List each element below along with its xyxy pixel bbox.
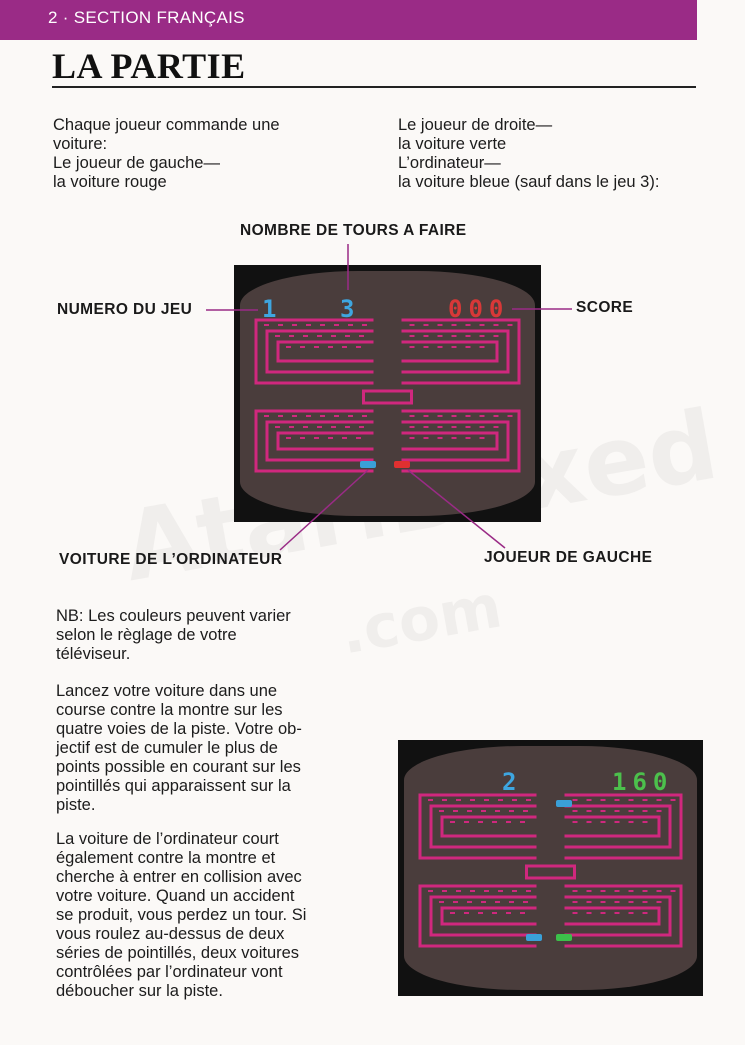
text-line: Chaque joueur commande une <box>53 116 280 134</box>
lane-dot <box>484 799 489 801</box>
track-wall <box>565 908 660 924</box>
computer-car <box>360 461 376 468</box>
lane-dot <box>526 890 531 892</box>
lane-dot <box>520 821 525 823</box>
track-wall <box>442 817 537 836</box>
label-laps: NOMBRE DE TOURS A FAIRE <box>240 222 467 239</box>
text-line: jectif est de cumuler le plus de <box>56 739 278 757</box>
lane-dot <box>453 810 458 812</box>
lane-dot <box>410 335 415 337</box>
text-line: déboucher sur la piste. <box>56 982 223 1000</box>
lane-dot <box>424 324 429 326</box>
game-number-display: 1 <box>262 295 283 323</box>
lane-dot <box>466 324 471 326</box>
track-wall <box>565 806 671 847</box>
track-wall <box>420 886 537 946</box>
lane-dot <box>334 324 339 326</box>
lane-dot <box>456 799 461 801</box>
lane-dot <box>512 890 517 892</box>
lane-dot <box>466 335 471 337</box>
lane-dot <box>629 901 634 903</box>
lane-dot <box>362 324 367 326</box>
text-line: L’ordinateur— <box>398 154 501 172</box>
lane-dot <box>356 346 361 348</box>
lane-dot <box>506 912 511 914</box>
track-wall <box>402 331 509 372</box>
lane-dot <box>508 415 513 417</box>
lane-dot <box>629 912 634 914</box>
text-line: votre voiture. Quand un accident <box>56 887 295 905</box>
computer-car <box>526 934 542 941</box>
lane-dot <box>481 810 486 812</box>
lane-dot <box>464 821 469 823</box>
lane-dot <box>410 437 415 439</box>
section-label: 2 · SECTION FRANÇAIS <box>48 8 245 27</box>
lane-dot <box>643 912 648 914</box>
text-line: Lancez votre voiture dans une <box>56 682 278 700</box>
lane-dot <box>601 821 606 823</box>
text-line: Le joueur de droite— <box>398 116 553 134</box>
lane-dot <box>494 426 499 428</box>
lane-dot <box>466 437 471 439</box>
lane-dot <box>317 335 322 337</box>
lane-dot <box>410 426 415 428</box>
lane-dot <box>657 810 662 812</box>
lane-dot <box>629 810 634 812</box>
lane-dot <box>328 346 333 348</box>
lane-dot <box>615 799 620 801</box>
lane-dot <box>439 810 444 812</box>
text-line: téléviseur. <box>56 645 131 663</box>
text-line: vous roulez au-dessus de deux <box>56 925 285 943</box>
lane-dot <box>480 426 485 428</box>
lane-dot <box>492 912 497 914</box>
lane-dot <box>439 901 444 903</box>
lane-dot <box>452 324 457 326</box>
lane-dot <box>442 890 447 892</box>
lane-dot <box>573 821 578 823</box>
lane-dot <box>314 346 319 348</box>
lane-dot <box>424 335 429 337</box>
lane-dot <box>671 890 676 892</box>
lane-dot <box>331 426 336 428</box>
lane-dot <box>523 810 528 812</box>
label-computer-car: VOITURE DE L’ORDINATEUR <box>59 551 283 568</box>
track-wall <box>402 342 498 361</box>
lane-dot <box>342 437 347 439</box>
lane-dot <box>601 912 606 914</box>
lane-dot <box>424 437 429 439</box>
lane-dot <box>314 437 319 439</box>
lane-dot <box>456 890 461 892</box>
lane-dot <box>495 901 500 903</box>
lane-dot <box>275 335 280 337</box>
text-line: la voiture verte <box>398 135 507 153</box>
lane-dot <box>615 901 620 903</box>
lane-dot <box>481 901 486 903</box>
lane-dot <box>342 346 347 348</box>
lane-dot <box>480 324 485 326</box>
lane-dot <box>286 346 291 348</box>
lane-dot <box>643 810 648 812</box>
label-left-player: JOUEUR DE GAUCHE <box>484 549 653 566</box>
lane-dot <box>480 437 485 439</box>
lane-dot <box>587 821 592 823</box>
lane-dot <box>348 415 353 417</box>
watermark-sub <box>335 571 507 668</box>
text-line: voiture: <box>53 135 108 153</box>
track-wall <box>402 320 520 383</box>
lane-dot <box>615 912 620 914</box>
lane-dot <box>629 821 634 823</box>
text-line: contrôlées par l’ordinateur vont <box>56 963 283 981</box>
lane-dot <box>466 415 471 417</box>
nb-note <box>56 607 291 664</box>
left-player-car <box>394 461 410 468</box>
lane-dot <box>345 426 350 428</box>
lane-dot <box>450 912 455 914</box>
lane-dot <box>317 426 322 428</box>
lane-dot <box>520 912 525 914</box>
lane-dot <box>470 799 475 801</box>
text-line: la voiture bleue (sauf dans le jeu 3): <box>398 173 660 191</box>
lane-dot <box>453 901 458 903</box>
lane-dot <box>303 335 308 337</box>
lane-dot <box>506 821 511 823</box>
lane-dot <box>643 890 648 892</box>
lane-dot <box>494 324 499 326</box>
lane-dot <box>452 346 457 348</box>
lane-dot <box>438 415 443 417</box>
lane-dot <box>480 346 485 348</box>
paragraph-computer-car <box>56 830 306 1001</box>
lane-dot <box>300 346 305 348</box>
lane-dot <box>478 912 483 914</box>
laps-display: 2 <box>502 768 523 796</box>
lane-dot <box>480 415 485 417</box>
lane-dot <box>345 335 350 337</box>
right-player-car <box>556 934 572 941</box>
track-wall <box>442 908 537 924</box>
lane-dot <box>629 799 634 801</box>
lane-dot <box>424 415 429 417</box>
lane-dot <box>671 799 676 801</box>
text-line: se produit, vous perdez un tour. Si <box>56 906 307 924</box>
lane-dot <box>450 821 455 823</box>
lane-dot <box>428 799 433 801</box>
lane-dot <box>438 335 443 337</box>
text-line: également contre la montre et <box>56 849 276 867</box>
lane-dot <box>452 335 457 337</box>
lane-dot <box>334 415 339 417</box>
lane-dot <box>508 324 513 326</box>
center-box <box>527 866 575 878</box>
lane-dot <box>492 821 497 823</box>
lane-dot <box>615 821 620 823</box>
lane-dot <box>498 890 503 892</box>
lane-dot <box>442 799 447 801</box>
lane-dot <box>292 415 297 417</box>
score-display: 160 <box>612 768 674 796</box>
lane-dot <box>478 821 483 823</box>
lane-dot <box>509 810 514 812</box>
lane-dot <box>320 415 325 417</box>
text-line: Le joueur de gauche— <box>53 154 220 172</box>
lane-dot <box>629 890 634 892</box>
center-box <box>364 391 412 403</box>
lane-dot <box>587 912 592 914</box>
text-line: NB: Les couleurs peuvent varier <box>56 607 291 625</box>
track-wall <box>278 342 374 361</box>
lane-dot <box>428 890 433 892</box>
lane-dot <box>410 346 415 348</box>
lane-dot <box>467 901 472 903</box>
lane-dot <box>494 335 499 337</box>
lane-dot <box>452 437 457 439</box>
track-wall <box>256 411 374 471</box>
lane-dot <box>359 335 364 337</box>
text-line: La voiture de l’ordinateur court <box>56 830 279 848</box>
lane-dot <box>657 901 662 903</box>
lane-dot <box>643 799 648 801</box>
lane-dot <box>587 799 592 801</box>
game-screen-main <box>234 265 541 522</box>
lane-dot <box>484 890 489 892</box>
lane-dot <box>512 799 517 801</box>
lane-dot <box>587 901 592 903</box>
lane-dot <box>657 890 662 892</box>
lane-dot <box>466 426 471 428</box>
lane-dot <box>410 324 415 326</box>
lane-dot <box>300 437 305 439</box>
lane-dot <box>470 890 475 892</box>
track-wall <box>565 817 660 836</box>
text-line: course contre la montre sur les <box>56 701 283 719</box>
track-wall <box>565 795 682 858</box>
lane-dot <box>573 901 578 903</box>
lane-dot <box>289 335 294 337</box>
text-line: cherche à entrer en collision avec <box>56 868 302 886</box>
lane-dot <box>657 799 662 801</box>
lane-dot <box>320 324 325 326</box>
lane-dot <box>523 901 528 903</box>
lane-dot <box>264 415 269 417</box>
lane-dot <box>464 912 469 914</box>
computer-car <box>556 800 572 807</box>
lane-dot <box>348 324 353 326</box>
track-wall <box>267 331 374 372</box>
lane-dot <box>601 890 606 892</box>
label-game-number: NUMERO DU JEU <box>57 301 193 318</box>
game-screen-secondary <box>398 740 703 996</box>
lane-dot <box>438 426 443 428</box>
text-line: piste. <box>56 796 96 814</box>
score-display: 000 <box>448 295 510 323</box>
lane-dot <box>331 335 336 337</box>
lane-dot <box>306 415 311 417</box>
lane-dot <box>424 426 429 428</box>
lane-dot <box>480 335 485 337</box>
lane-dot <box>275 426 280 428</box>
lane-dot <box>587 810 592 812</box>
lane-dot <box>615 810 620 812</box>
lane-dot <box>601 799 606 801</box>
intro-left <box>53 116 280 192</box>
text-line: quatre voies de la piste. Votre ob- <box>56 720 302 738</box>
text-line: la voiture rouge <box>53 173 167 191</box>
track-wall <box>420 795 537 858</box>
lane-dot <box>438 346 443 348</box>
lane-dot <box>424 346 429 348</box>
text-line: selon le règlage de votre <box>56 626 237 644</box>
track-wall <box>278 433 374 449</box>
lane-dot <box>643 821 648 823</box>
lane-dot <box>362 415 367 417</box>
lane-dot <box>573 810 578 812</box>
page-title: LA PARTIE <box>52 46 246 86</box>
lane-dot <box>601 901 606 903</box>
lane-dot <box>289 426 294 428</box>
text-line: séries de pointillés, deux voitures <box>56 944 300 962</box>
lane-dot <box>573 890 578 892</box>
track-wall <box>256 320 374 383</box>
track-wall <box>402 433 498 449</box>
lane-dot <box>359 426 364 428</box>
lane-dot <box>452 415 457 417</box>
lane-dot <box>643 901 648 903</box>
lane-dot <box>264 324 269 326</box>
label-score: SCORE <box>576 299 634 316</box>
lane-dot <box>526 799 531 801</box>
lane-dot <box>278 415 283 417</box>
lane-dot <box>509 901 514 903</box>
lane-dot <box>498 799 503 801</box>
lane-dot <box>438 437 443 439</box>
lane-dot <box>328 437 333 439</box>
text-line: pointillés qui apparaissent sur la <box>56 777 291 795</box>
lane-dot <box>278 324 283 326</box>
track-wall <box>402 411 520 471</box>
title-rule <box>52 86 696 88</box>
lane-dot <box>292 324 297 326</box>
lane-dot <box>573 912 578 914</box>
lane-dot <box>452 426 457 428</box>
track-wall <box>565 886 682 946</box>
lane-dot <box>587 890 592 892</box>
text-line: points possible en courant sur les <box>56 758 301 776</box>
lane-dot <box>601 810 606 812</box>
lane-dot <box>573 799 578 801</box>
lane-dot <box>410 415 415 417</box>
lane-dot <box>466 346 471 348</box>
section-header-bar <box>0 0 697 40</box>
lane-dot <box>356 437 361 439</box>
lane-dot <box>306 324 311 326</box>
track-wall <box>431 806 537 847</box>
paragraph-objective <box>56 682 302 815</box>
intro-right <box>398 116 659 192</box>
laps-display: 3 <box>340 295 361 323</box>
lane-dot <box>467 810 472 812</box>
lane-dot <box>494 415 499 417</box>
lane-dot <box>495 810 500 812</box>
lane-dot <box>303 426 308 428</box>
lane-dot <box>615 890 620 892</box>
lane-dot <box>286 437 291 439</box>
lane-dot <box>438 324 443 326</box>
